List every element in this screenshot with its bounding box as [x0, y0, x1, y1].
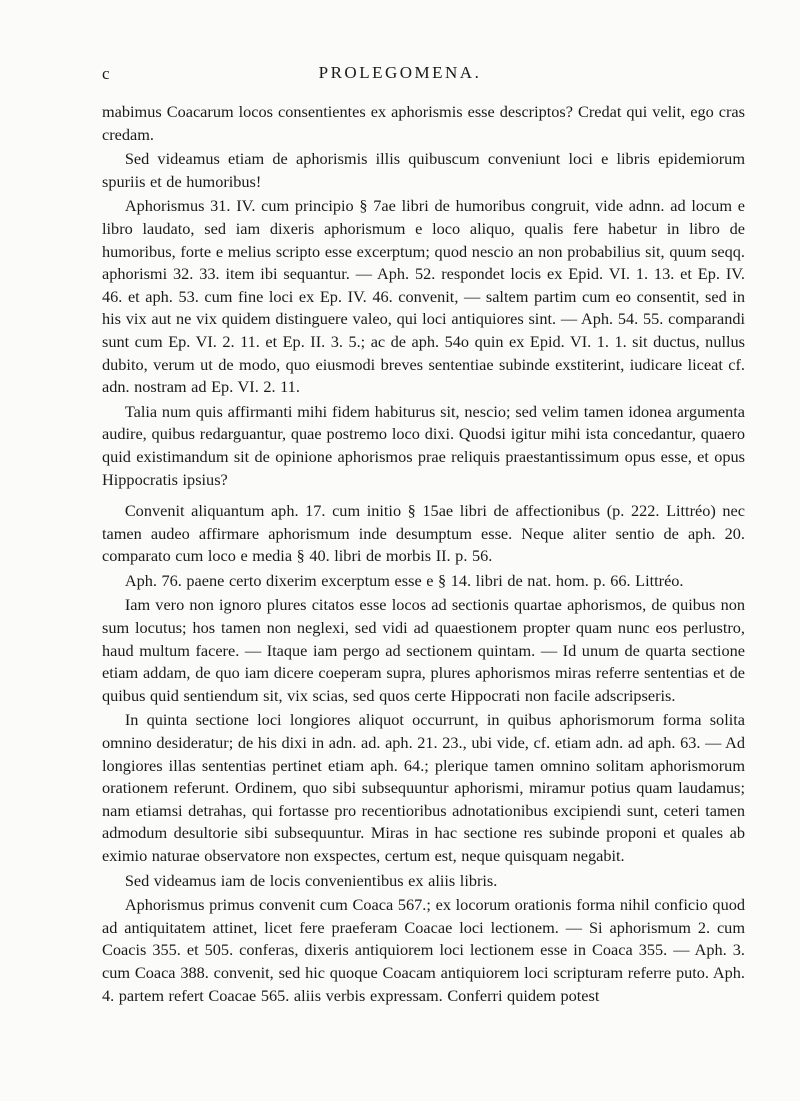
- paragraph: Aphorismus primus convenit cum Coaca 567.; ex locorum orationis forma nihil conficio quod ad antiquitatem attinet, licet fere praeferam Coacae loci lectionem. — Si aphorismum 2. cum Coacis 355. et 505. conferas, dixeris antiquiorem loci lectionem esse in Coaca 355. — Aph. 3. cum Coaca 388. convenit, sed hic quoque Coacam antiquiorem loci scripturam referre puto. Aph. 4. partem refert Coacae 565. aliis verbis expressam. Conferri quidem potest: [102, 895, 745, 1005]
- paragraph: Aphorismus 31. IV. cum principio § 7ae libri de humoribus congruit, vide adnn. ad locum e libro laudato, sed iam dixeris aphorismum e loco aliquo, qualis fere habetur in libro de humoribus, forte e melius scripto esse excerptum; quod nescio an non probabilius sit, quum seqq. aphorismi 32. 33. item ibi sequantur. — Aph. 52. respondet locis ex Epid. VI. 1. 13. et Ep. IV. 46. et aph. 53. cum fine loci ex Ep. IV. 46. convenit, — saltem partim cum eo consentit, sed in his vix aut ne vix quidem distinguere valeo, qui loci antiquiores sint. — Aph. 54. 55. comparandi sunt cum Ep. VI. 2. 11. et Ep. II. 3. 5.; ac de aph. 54o quin ex Epid. VI. 1. 1. sit ductus, nullus dubito, verum ut de modo, quo eiusmodi breves sententiae subinde exstiterint, iudicare liceat cf. adn. nostram ad Ep. VI. 2. 11.: [102, 196, 745, 397]
- paragraph: Aph. 76. paene certo dixerim excerptum esse e § 14. libri de nat. hom. p. 66. Littréo.: [124, 570, 684, 590]
- paragraph: Convenit aliquantum aph. 17. cum initio § 15ae libri de affectionibus (p. 222. Littréo) nec tamen audeo affirmare aphorismum inde desumptum esse. Neque aliter sentio de aph. 20. comparato cum loco e media § 40. libri de morbis II. p. 56.: [102, 501, 745, 566]
- body-text: [102, 101, 745, 1009]
- paragraph-gap: [102, 493, 745, 500]
- page-number: c: [102, 64, 111, 83]
- paragraph: In quinta sectione loci longiores aliquot occurrunt, in quibus aphorismorum forma solita omnino desideratur; de his dixi in adn. ad. aph. 21. 23., ubi vide, cf. etiam adn. ad aph. 63. — Ad longiores illas sententias pertinet etiam aph. 64.; plerique tamen omnino solitam aphorismorum orationem referunt. Ordinem, quo sibi subsequuntur aphorismi, miramur potius quam laudamus; nam etiamsi detrahas, qui fortasse pro recentioribus adnotationibus excipiendi sunt, ceteri tamen admodum desultorie sibi subsequuntur. Miras in hac sectione res subinde proponi et quales ab eximio naturae observatore non exspectes, certum est, neque quisquam negabit.: [102, 710, 745, 865]
- running-title: PROLEGOMENA.: [318, 63, 482, 82]
- paragraph: Sed videamus etiam de aphorismis illis quibuscum conveniunt loci e libris epidemiorum spuriis et de humoribus!: [102, 149, 745, 191]
- paragraph: Talia num quis affirmanti mihi fidem habiturus sit, nescio; sed velim tamen idonea argumenta audire, quibus redarguantur, quae postremo loco dixi. Quodsi igitur mihi ista concedantur, quaero quid existimandum sit de opinione aphorismos prae reliquis praestantissimum opus esse, et opus Hippocratis ipsius?: [102, 401, 745, 489]
- paragraph: Sed videamus iam de locis convenientibus ex aliis libris.: [124, 870, 498, 890]
- paragraph: mabimus Coacarum locos consentientes ex aphorismis esse descriptos? Credat qui velit, ego cras credam.: [102, 102, 745, 144]
- paragraph: Iam vero non ignoro plures citatos esse locos ad sectionis quartae aphorismos, de quibus non sum locutus; hos tamen non neglexi, sed vidi ad quaestionem propter quam nunc eos perlustro, haud multum facere. — Itaque iam pergo ad sectionem quintam. — Id unum de quarta sectione etiam addam, de quo iam dicere coeperam supra, plures aphorismos miras referre sententias et de quibus quid sentiendum sit, vix scias, sed quos certe Hippocrati non facile adscripseris.: [102, 595, 745, 705]
